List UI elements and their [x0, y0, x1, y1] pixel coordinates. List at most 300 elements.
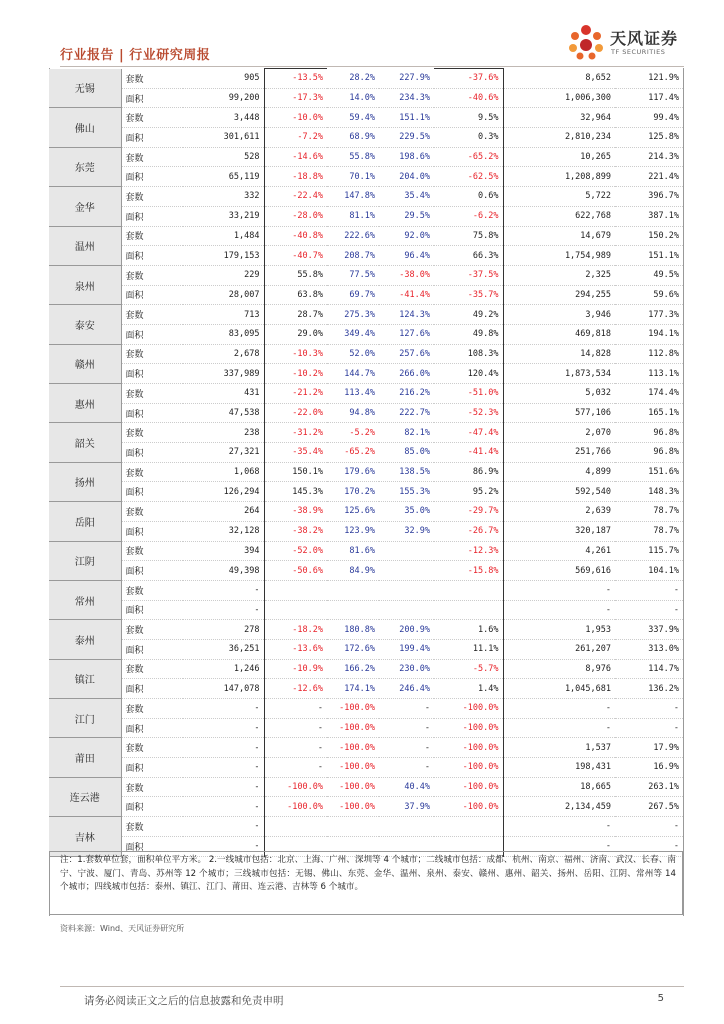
ytd-value-cell: 2,070	[503, 423, 615, 443]
change-rate-cell	[434, 600, 503, 620]
change-rate-cell: 151.6%	[615, 462, 683, 482]
change-rate-cell: -100.0%	[434, 718, 503, 738]
city-name-cell: 镇江	[49, 659, 121, 698]
metric-label-cell: 套数	[121, 659, 183, 679]
city-name-cell: 江门	[49, 699, 121, 738]
change-rate-cell: 84.9%	[327, 561, 379, 581]
change-rate-cell: -10.3%	[264, 344, 327, 364]
company-logo	[566, 22, 706, 66]
change-rate-cell: 40.4%	[379, 777, 434, 797]
table-row	[49, 620, 683, 640]
weekly-value-cell: 2,678	[183, 344, 264, 364]
metric-label-cell: 面积	[121, 206, 183, 226]
ytd-value-cell: -	[503, 580, 615, 600]
ytd-value-cell: 1,754,989	[503, 246, 615, 266]
change-rate-cell: -	[379, 738, 434, 758]
change-rate-cell: 234.3%	[379, 88, 434, 108]
change-rate-cell	[327, 580, 379, 600]
metric-label-cell: 套数	[121, 108, 183, 128]
table-row	[49, 403, 683, 423]
weekly-value-cell: 99,200	[183, 88, 264, 108]
change-rate-cell: 78.7%	[615, 502, 683, 522]
ytd-value-cell: 3,946	[503, 305, 615, 325]
city-name-cell: 赣州	[49, 344, 121, 383]
ytd-value-cell: 8,976	[503, 659, 615, 679]
table-row	[49, 167, 683, 187]
change-rate-cell: 16.9%	[615, 758, 683, 778]
change-rate-cell: -5.2%	[327, 423, 379, 443]
change-rate-cell: 230.0%	[379, 659, 434, 679]
change-rate-cell: -	[264, 718, 327, 738]
metric-label-cell: 套数	[121, 817, 183, 837]
table-row	[49, 561, 683, 581]
ytd-value-cell: -	[503, 699, 615, 719]
change-rate-cell: -28.0%	[264, 206, 327, 226]
change-rate-cell: -52.0%	[264, 541, 327, 561]
change-rate-cell: -50.6%	[264, 561, 327, 581]
metric-label-cell: 面积	[121, 403, 183, 423]
change-rate-cell: -100.0%	[264, 777, 327, 797]
change-rate-cell: 81.6%	[327, 541, 379, 561]
change-rate-cell: -7.2%	[264, 128, 327, 148]
change-rate-cell: -100.0%	[327, 718, 379, 738]
ytd-value-cell: 294,255	[503, 285, 615, 305]
weekly-value-cell: 1,484	[183, 226, 264, 246]
weekly-value-cell: 905	[183, 69, 264, 89]
change-rate-cell: -35.4%	[264, 443, 327, 463]
table-row	[49, 265, 683, 285]
ytd-value-cell: 1,953	[503, 620, 615, 640]
change-rate-cell: -100.0%	[434, 777, 503, 797]
change-rate-cell: 96.8%	[615, 423, 683, 443]
weekly-value-cell: 32,128	[183, 521, 264, 541]
weekly-value-cell: 36,251	[183, 639, 264, 659]
ytd-value-cell: -	[503, 817, 615, 837]
change-rate-cell	[434, 817, 503, 837]
change-rate-cell: -21.2%	[264, 384, 327, 404]
change-rate-cell: 172.6%	[327, 639, 379, 659]
city-name-cell: 扬州	[49, 462, 121, 501]
weekly-value-cell: -	[183, 600, 264, 620]
city-name-cell: 金华	[49, 187, 121, 226]
change-rate-cell: 199.4%	[379, 639, 434, 659]
metric-label-cell: 面积	[121, 167, 183, 187]
city-name-cell: 温州	[49, 226, 121, 265]
city-name-cell: 韶关	[49, 423, 121, 462]
metric-label-cell: 面积	[121, 639, 183, 659]
city-name-cell: 江阴	[49, 541, 121, 580]
change-rate-cell: 222.6%	[327, 226, 379, 246]
metric-label-cell: 面积	[121, 246, 183, 266]
change-rate-cell: 150.2%	[615, 226, 683, 246]
ytd-value-cell: 4,899	[503, 462, 615, 482]
change-rate-cell: 174.1%	[327, 679, 379, 699]
change-rate-cell: -6.2%	[434, 206, 503, 226]
metric-label-cell: 套数	[121, 305, 183, 325]
change-rate-cell: 117.4%	[615, 88, 683, 108]
metric-label-cell: 面积	[121, 600, 183, 620]
change-rate-cell: 198.6%	[379, 147, 434, 167]
weekly-value-cell: -	[183, 797, 264, 817]
ytd-value-cell: 14,828	[503, 344, 615, 364]
header-divider	[60, 66, 684, 67]
change-rate-cell: 69.7%	[327, 285, 379, 305]
table-row	[49, 758, 683, 778]
change-rate-cell: 114.7%	[615, 659, 683, 679]
table-row	[49, 659, 683, 679]
change-rate-cell: 145.3%	[264, 482, 327, 502]
change-rate-cell: 174.4%	[615, 384, 683, 404]
ytd-value-cell: 261,207	[503, 639, 615, 659]
change-rate-cell	[264, 580, 327, 600]
change-rate-cell: 99.4%	[615, 108, 683, 128]
city-name-cell: 莆田	[49, 738, 121, 777]
change-rate-cell: 180.8%	[327, 620, 379, 640]
weekly-value-cell: 332	[183, 187, 264, 207]
change-rate-cell: 35.4%	[379, 187, 434, 207]
change-rate-cell: 179.6%	[327, 462, 379, 482]
weekly-value-cell: -	[183, 718, 264, 738]
change-rate-cell: -15.8%	[434, 561, 503, 581]
change-rate-cell: -37.5%	[434, 265, 503, 285]
metric-label-cell: 套数	[121, 344, 183, 364]
change-rate-cell: -41.4%	[379, 285, 434, 305]
weekly-value-cell: -	[183, 758, 264, 778]
city-name-cell: 岳阳	[49, 502, 121, 541]
table-row	[49, 128, 683, 148]
change-rate-cell: 0.6%	[434, 187, 503, 207]
city-name-cell: 连云港	[49, 777, 121, 816]
weekly-value-cell: 49,398	[183, 561, 264, 581]
data-source: 资料来源：Wind、天风证券研究所	[60, 924, 185, 933]
change-rate-cell: -100.0%	[327, 699, 379, 719]
weekly-value-cell: 337,989	[183, 364, 264, 384]
change-rate-cell: -41.4%	[434, 443, 503, 463]
metric-label-cell: 套数	[121, 541, 183, 561]
table-row	[49, 699, 683, 719]
table-row	[49, 344, 683, 364]
change-rate-cell: 55.8%	[264, 265, 327, 285]
change-rate-cell: 0.3%	[434, 128, 503, 148]
change-rate-cell: 104.1%	[615, 561, 683, 581]
city-name-cell: 常州	[49, 580, 121, 619]
weekly-value-cell: 264	[183, 502, 264, 522]
change-rate-cell: -40.6%	[434, 88, 503, 108]
metric-label-cell: 面积	[121, 482, 183, 502]
change-rate-cell: -	[615, 580, 683, 600]
table-row	[49, 443, 683, 463]
change-rate-cell: -18.8%	[264, 167, 327, 187]
change-rate-cell: 246.4%	[379, 679, 434, 699]
metric-label-cell: 套数	[121, 502, 183, 522]
weekly-value-cell: 238	[183, 423, 264, 443]
table-row	[49, 206, 683, 226]
change-rate-cell: -10.2%	[264, 364, 327, 384]
change-rate-cell: 148.3%	[615, 482, 683, 502]
table-row	[49, 226, 683, 246]
change-rate-cell: -52.3%	[434, 403, 503, 423]
table-note: 注：1.套数单位套，面积单位平方米。 2.一线城市包括：北京、上海、广州、深圳等 4 个城市；二线城市包括：成都、杭州、南京、福州、济南、武汉、长春、南宁、宁波、厦门、青岛、苏州等 12 个城市；三线城市包括：无锡、佛山、东莞、金华、温州、泉州、泰安、赣州、惠州、韶关、扬州、岳阳、江阴、常州等 14 个城市；四线城市包括：泰州、镇江、江门、莆田、连云港、吉林等 6 个城市。	[60, 855, 676, 892]
weekly-value-cell: 179,153	[183, 246, 264, 266]
ytd-value-cell: -	[503, 836, 615, 856]
city-name-cell: 泉州	[49, 265, 121, 304]
table-row	[49, 246, 683, 266]
change-rate-cell: 49.2%	[434, 305, 503, 325]
change-rate-cell: 115.7%	[615, 541, 683, 561]
change-rate-cell: 96.4%	[379, 246, 434, 266]
change-rate-cell: 396.7%	[615, 187, 683, 207]
change-rate-cell: 29.5%	[379, 206, 434, 226]
ytd-value-cell: 1,006,300	[503, 88, 615, 108]
change-rate-cell: -	[615, 600, 683, 620]
weekly-value-cell: 431	[183, 384, 264, 404]
tf-logo-icon	[566, 22, 606, 62]
change-rate-cell: 200.9%	[379, 620, 434, 640]
change-rate-cell: 222.7%	[379, 403, 434, 423]
change-rate-cell: 96.8%	[615, 443, 683, 463]
change-rate-cell: 227.9%	[379, 69, 434, 89]
change-rate-cell: -100.0%	[327, 758, 379, 778]
ytd-value-cell: 592,540	[503, 482, 615, 502]
table-row	[49, 462, 683, 482]
change-rate-cell: 216.2%	[379, 384, 434, 404]
metric-label-cell: 面积	[121, 521, 183, 541]
change-rate-cell: 113.4%	[327, 384, 379, 404]
ytd-value-cell: 5,032	[503, 384, 615, 404]
metric-label-cell: 面积	[121, 836, 183, 856]
change-rate-cell: 82.1%	[379, 423, 434, 443]
change-rate-cell: 32.9%	[379, 521, 434, 541]
change-rate-cell: -	[615, 699, 683, 719]
table-row	[49, 600, 683, 620]
city-name-cell: 泰安	[49, 305, 121, 344]
change-rate-cell: -100.0%	[327, 738, 379, 758]
change-rate-cell: 257.6%	[379, 344, 434, 364]
weekly-value-cell: 83,095	[183, 324, 264, 344]
table-row	[49, 679, 683, 699]
table-row	[49, 541, 683, 561]
weekly-value-cell: 1,068	[183, 462, 264, 482]
change-rate-cell: -31.2%	[264, 423, 327, 443]
table-row	[49, 817, 683, 837]
change-rate-cell: 136.2%	[615, 679, 683, 699]
metric-label-cell: 套数	[121, 699, 183, 719]
table-row	[49, 147, 683, 167]
change-rate-cell	[379, 541, 434, 561]
change-rate-cell: 75.8%	[434, 226, 503, 246]
change-rate-cell: 85.0%	[379, 443, 434, 463]
change-rate-cell: 266.0%	[379, 364, 434, 384]
change-rate-cell: 151.1%	[615, 246, 683, 266]
table-row	[49, 639, 683, 659]
change-rate-cell: -38.0%	[379, 265, 434, 285]
change-rate-cell: 28.2%	[327, 69, 379, 89]
change-rate-cell: -26.7%	[434, 521, 503, 541]
change-rate-cell: 49.8%	[434, 324, 503, 344]
change-rate-cell: -5.7%	[434, 659, 503, 679]
change-rate-cell: -51.0%	[434, 384, 503, 404]
ytd-value-cell: 8,652	[503, 69, 615, 89]
table-row	[49, 502, 683, 522]
table-row	[49, 718, 683, 738]
metric-label-cell: 面积	[121, 88, 183, 108]
ytd-value-cell: 2,810,234	[503, 128, 615, 148]
ytd-value-cell: 14,679	[503, 226, 615, 246]
change-rate-cell: 59.4%	[327, 108, 379, 128]
change-rate-cell: -	[264, 738, 327, 758]
change-rate-cell: 77.5%	[327, 265, 379, 285]
weekly-value-cell: 301,611	[183, 128, 264, 148]
ytd-value-cell: 622,768	[503, 206, 615, 226]
change-rate-cell: -47.4%	[434, 423, 503, 443]
weekly-value-cell: 1,246	[183, 659, 264, 679]
change-rate-cell: 63.8%	[264, 285, 327, 305]
change-rate-cell: 35.0%	[379, 502, 434, 522]
weekly-value-cell: -	[183, 817, 264, 837]
weekly-value-cell: 47,538	[183, 403, 264, 423]
metric-label-cell: 套数	[121, 265, 183, 285]
ytd-value-cell: 2,639	[503, 502, 615, 522]
metric-label-cell: 套数	[121, 738, 183, 758]
change-rate-cell: -65.2%	[434, 147, 503, 167]
table-row	[49, 305, 683, 325]
weekly-value-cell: 394	[183, 541, 264, 561]
change-rate-cell: -14.6%	[264, 147, 327, 167]
metric-label-cell: 套数	[121, 777, 183, 797]
change-rate-cell: 95.2%	[434, 482, 503, 502]
metric-label-cell: 面积	[121, 364, 183, 384]
change-rate-cell	[379, 817, 434, 837]
ytd-value-cell: 569,616	[503, 561, 615, 581]
ytd-value-cell: 251,766	[503, 443, 615, 463]
change-rate-cell: 155.3%	[379, 482, 434, 502]
weekly-value-cell: 528	[183, 147, 264, 167]
change-rate-cell: 204.0%	[379, 167, 434, 187]
ytd-value-cell: -	[503, 718, 615, 738]
ytd-value-cell: 32,964	[503, 108, 615, 128]
ytd-value-cell: 1,208,899	[503, 167, 615, 187]
change-rate-cell: -	[379, 699, 434, 719]
ytd-value-cell: 5,722	[503, 187, 615, 207]
weekly-value-cell: -	[183, 836, 264, 856]
weekly-value-cell: -	[183, 580, 264, 600]
change-rate-cell: 28.7%	[264, 305, 327, 325]
ytd-value-cell: 10,265	[503, 147, 615, 167]
change-rate-cell: 92.0%	[379, 226, 434, 246]
change-rate-cell: 68.9%	[327, 128, 379, 148]
metric-label-cell: 面积	[121, 128, 183, 148]
change-rate-cell: 151.1%	[379, 108, 434, 128]
change-rate-cell: -13.6%	[264, 639, 327, 659]
change-rate-cell: 120.4%	[434, 364, 503, 384]
change-rate-cell: 337.9%	[615, 620, 683, 640]
ytd-value-cell: 2,325	[503, 265, 615, 285]
table-row	[49, 580, 683, 600]
change-rate-cell: -12.3%	[434, 541, 503, 561]
change-rate-cell: 125.6%	[327, 502, 379, 522]
change-rate-cell: 108.3%	[434, 344, 503, 364]
ytd-value-cell: -	[503, 600, 615, 620]
weekly-value-cell: 65,119	[183, 167, 264, 187]
change-rate-cell: -	[615, 718, 683, 738]
change-rate-cell: 166.2%	[327, 659, 379, 679]
change-rate-cell: 208.7%	[327, 246, 379, 266]
change-rate-cell: 81.1%	[327, 206, 379, 226]
change-rate-cell: -38.9%	[264, 502, 327, 522]
change-rate-cell: 11.1%	[434, 639, 503, 659]
change-rate-cell: 275.3%	[327, 305, 379, 325]
ytd-value-cell: 320,187	[503, 521, 615, 541]
change-rate-cell: -	[379, 758, 434, 778]
change-rate-cell: -	[615, 836, 683, 856]
change-rate-cell	[434, 580, 503, 600]
change-rate-cell: -100.0%	[327, 797, 379, 817]
weekly-value-cell: 713	[183, 305, 264, 325]
metric-label-cell: 面积	[121, 561, 183, 581]
change-rate-cell: 14.0%	[327, 88, 379, 108]
table-row	[49, 482, 683, 502]
change-rate-cell: 150.1%	[264, 462, 327, 482]
change-rate-cell: -100.0%	[434, 738, 503, 758]
change-rate-cell: -38.2%	[264, 521, 327, 541]
change-rate-cell: -62.5%	[434, 167, 503, 187]
change-rate-cell: 52.0%	[327, 344, 379, 364]
metric-label-cell: 套数	[121, 384, 183, 404]
change-rate-cell: -22.0%	[264, 403, 327, 423]
footer-divider	[60, 986, 684, 987]
weekly-value-cell: 147,078	[183, 679, 264, 699]
change-rate-cell: 1.4%	[434, 679, 503, 699]
change-rate-cell: 121.9%	[615, 69, 683, 89]
metric-label-cell: 套数	[121, 620, 183, 640]
weekly-value-cell: 229	[183, 265, 264, 285]
change-rate-cell: 113.1%	[615, 364, 683, 384]
change-rate-cell: 29.0%	[264, 324, 327, 344]
logo-english-name: TF SECURITIES	[611, 48, 666, 56]
change-rate-cell: 37.9%	[379, 797, 434, 817]
ytd-value-cell: 4,261	[503, 541, 615, 561]
metric-label-cell: 套数	[121, 226, 183, 246]
metric-label-cell: 面积	[121, 443, 183, 463]
table-row	[49, 777, 683, 797]
change-rate-cell: 177.3%	[615, 305, 683, 325]
change-rate-cell: 267.5%	[615, 797, 683, 817]
weekly-value-cell: -	[183, 777, 264, 797]
change-rate-cell	[379, 561, 434, 581]
change-rate-cell	[264, 817, 327, 837]
disclaimer-text: 请务必阅读正文之后的信息披露和免责申明	[84, 995, 284, 1007]
city-name-cell: 东莞	[49, 147, 121, 186]
table-row	[49, 285, 683, 305]
change-rate-cell: 127.6%	[379, 324, 434, 344]
change-rate-cell: 313.0%	[615, 639, 683, 659]
table-row	[49, 738, 683, 758]
table-row	[49, 797, 683, 817]
city-name-cell: 无锡	[49, 69, 121, 108]
ytd-value-cell: 2,134,459	[503, 797, 615, 817]
change-rate-cell: 55.8%	[327, 147, 379, 167]
change-rate-cell: 70.1%	[327, 167, 379, 187]
change-rate-cell: -10.0%	[264, 108, 327, 128]
change-rate-cell: -40.8%	[264, 226, 327, 246]
ytd-value-cell: 198,431	[503, 758, 615, 778]
table-body	[49, 69, 683, 857]
weekly-value-cell: 27,321	[183, 443, 264, 463]
metric-label-cell: 面积	[121, 758, 183, 778]
metric-label-cell: 套数	[121, 580, 183, 600]
change-rate-cell: 59.6%	[615, 285, 683, 305]
change-rate-cell: 124.3%	[379, 305, 434, 325]
